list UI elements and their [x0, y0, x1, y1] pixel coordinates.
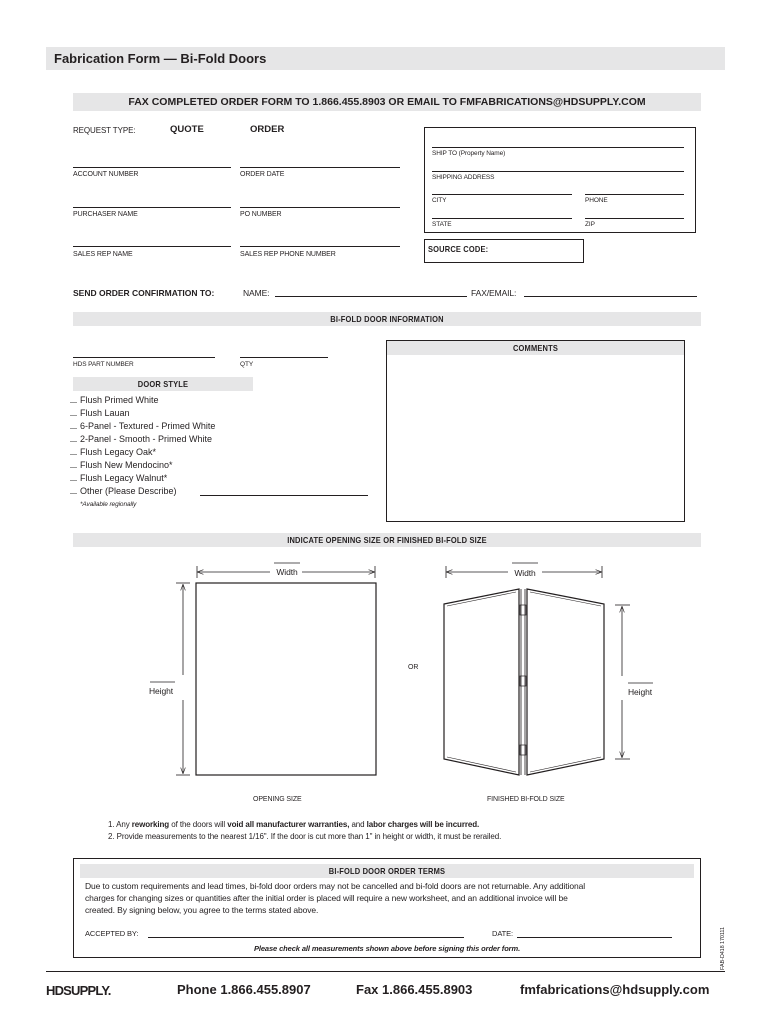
style-option[interactable]: 6-Panel - Textured - Primed White	[80, 421, 215, 431]
state-label: STATE	[432, 221, 452, 228]
accepted-by-label: ACCEPTED BY:	[85, 929, 139, 938]
confirmation-name-label: NAME:	[243, 288, 270, 298]
style-option[interactable]: Flush Lauan	[80, 408, 130, 418]
style-option[interactable]: Flush Legacy Walnut*	[80, 473, 167, 483]
city-label: CITY	[432, 197, 447, 204]
finished-height-label: Height	[628, 687, 652, 697]
regional-note: *Available regionally	[80, 501, 137, 508]
finished-width-label: Width	[514, 568, 536, 578]
date-field[interactable]	[517, 937, 672, 938]
account-number-label: ACCOUNT NUMBER	[73, 171, 139, 178]
source-code-label: SOURCE CODE:	[428, 244, 489, 254]
order-date-label: ORDER DATE	[240, 171, 285, 178]
part-number-label: HDS PART NUMBER	[73, 361, 134, 368]
fax-banner-text: FAX COMPLETED ORDER FORM TO 1.866.455.8903 OR EMAIL TO FMFABRICATIONS@HDSUPPLY.COM	[128, 96, 646, 108]
po-number-label: PO NUMBER	[240, 211, 282, 218]
comments-header: COMMENTS	[512, 343, 559, 353]
form-code: FAB-D418 170111	[720, 927, 726, 970]
phone-label: PHONE	[585, 197, 608, 204]
or-label: OR	[408, 664, 419, 671]
accepted-by-field[interactable]	[148, 937, 464, 938]
note-1: 1. Any reworking of the doors will void all manufacturer warranties, and labor charges will be incurred.	[108, 820, 480, 829]
bifold-right-panel-inner	[530, 592, 601, 772]
qty-label: QTY	[240, 361, 254, 368]
terms-header: BI-FOLD DOOR ORDER TERMS	[328, 866, 446, 876]
size-header: INDICATE OPENING SIZE OR FINISHED BI-FOLD SIZE	[287, 535, 487, 545]
request-type-label: REQUEST TYPE:	[73, 126, 136, 135]
terms-check-note: Please check all measurements shown above before signing this order form.	[253, 944, 521, 953]
opening-rectangle	[196, 583, 376, 775]
bifold-right-panel	[527, 589, 604, 775]
style-option[interactable]: 2-Panel - Smooth - Primed White	[80, 434, 212, 444]
footer-rule	[46, 971, 725, 972]
date-label: DATE:	[492, 929, 514, 938]
page-title: Fabrication Form — Bi-Fold Doors	[54, 51, 267, 66]
style-option[interactable]: Flush Legacy Oak*	[80, 447, 156, 457]
sales-rep-phone-label: SALES REP PHONE NUMBER	[240, 251, 336, 258]
opening-size-caption: OPENING SIZE	[253, 796, 302, 803]
terms-line-1: Due to custom requirements and lead times, bi-fold door orders may not be cancelled and bi-fold doors are not returnable. Any additional	[85, 881, 585, 891]
terms-line-2: charges for changing sizes or quantities after the initial order is placed will require a new worksheet, and an additional invoice will be	[85, 893, 568, 903]
quote-option[interactable]: QUOTE	[170, 124, 204, 135]
ship-to-label: SHIP TO (Property Name)	[432, 150, 506, 157]
shipping-address-label: SHIPPING ADDRESS	[432, 174, 495, 181]
finished-size-caption: FINISHED BI-FOLD SIZE	[487, 796, 565, 803]
bifold-left-panel-inner	[447, 592, 516, 772]
note-2: 2. Provide measurements to the nearest 1/16". If the door is cut more than 1" in height or width, it must be rerailed.	[108, 832, 502, 841]
footer-phone: Phone 1.866.455.8907	[177, 982, 311, 997]
confirmation-fax-label: FAX/EMAIL:	[471, 288, 517, 298]
bifold-left-panel	[444, 589, 519, 775]
style-option[interactable]: Flush Primed White	[80, 395, 159, 405]
style-option[interactable]: Other (Please Describe)	[80, 486, 177, 496]
order-option[interactable]: ORDER	[250, 124, 285, 135]
style-option[interactable]: Flush New Mendocino*	[80, 460, 173, 470]
hd-supply-logo: HDSUPPLY.	[46, 983, 111, 998]
footer-email[interactable]: fmfabrications@hdsupply.com	[520, 982, 710, 997]
terms-line-3: created. By signing below, you agree to the terms stated above.	[85, 905, 319, 915]
opening-height-label: Height	[149, 686, 173, 696]
zip-label: ZIP	[585, 221, 595, 228]
door-style-header: DOOR STYLE	[137, 379, 189, 389]
confirmation-label: SEND ORDER CONFIRMATION TO:	[73, 288, 215, 298]
opening-width-label: Width	[276, 567, 298, 577]
info-header: BI-FOLD DOOR INFORMATION	[330, 314, 444, 324]
purchaser-name-label: PURCHASER NAME	[73, 211, 138, 218]
footer-fax: Fax 1.866.455.8903	[356, 982, 473, 997]
sales-rep-name-label: SALES REP NAME	[73, 251, 133, 258]
